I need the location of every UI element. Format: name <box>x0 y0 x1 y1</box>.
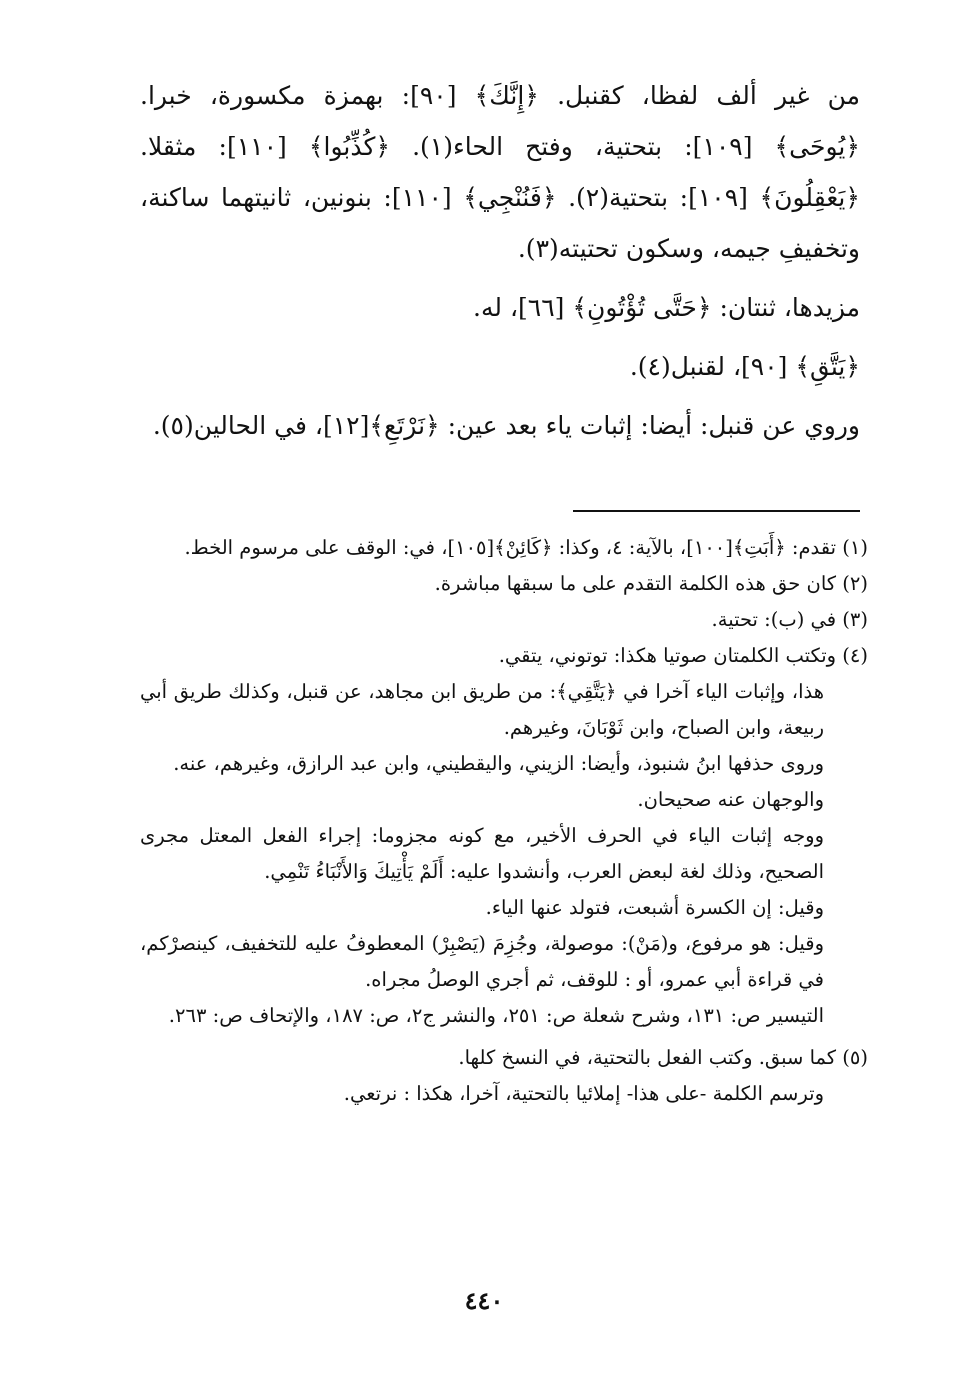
footnote-5-continuation: وترسم الكلمة -على هذا- إملائيا بالتحتية، آخرا، هكذا : نرتعي. <box>343 1082 824 1105</box>
footnotes <box>140 530 868 1112</box>
footnote-4: (٤) وتكتب الكلمتان صوتيا هكذا: توتوني، يتقي. <box>498 644 868 667</box>
footnote-3: (٣) في (ب): تحتية. <box>711 608 868 631</box>
main-paragraph: وروي عن قنبل: أيضا: إثبات ياء بعد عين: ﴿نَرْتَعِ﴾[١٢]، في الحالين(٥). <box>152 411 860 440</box>
page-number: ٤٤٠ <box>464 1286 504 1315</box>
footnote-4-continuation: وقيل: هو مرفوع، و(مَنْ): موصولة، وجُزِمَ (يَصْبِرْ) المعطوفُ عليه للتخفيف، كينصرْكم، في قراءة أبي عمرو، أو : للوقف، ثم أجري الوصلُ مجراه. <box>140 932 824 991</box>
footnote-1: (١) تقدم: ﴿أَبَتِ﴾[١٠٠]، بالآية: ٤، وكذا: ﴿كَائِنْ﴾[١٠٥]، في: الوقف على مرسوم الخط. <box>184 536 868 559</box>
main-paragraph: مزيدها، ثنتان: ﴿حَتَّى تُؤْتُونِ﴾ [٦٦]، له. <box>473 293 860 322</box>
footnote-4-references: التيسير ص: ١٣١، وشرح شعلة ص: ٢٥١، والنشر ج٢، ص: ١٨٧، والإتحاف ص: ٢٦٣. <box>168 1004 824 1027</box>
main-text <box>140 70 860 459</box>
main-paragraph: من غير ألف لفظا، كقنبل. ﴿إِنَّكَ﴾ [٩٠]: بهمزة مكسورة، خبرا. ﴿يُوحَى﴾ [١٠٩]: بتحتية، وفتح الحاء(١). ﴿كُذِّبُوا﴾ [١١٠]: مثقلا. ﴿يَعْقِلُونَ﴾ [١٠٩]: بتحتية(٢). ﴿فَنُنْجِي﴾ [١١٠]: بنونين، ثانيتهما ساكنة، وتخفيفِ جيمه، وسكون تحتيته(٣). <box>140 81 861 263</box>
main-paragraph: ﴿يَتَّقِ﴾ [٩٠]، لقنبل(٤). <box>629 352 860 381</box>
footnote-4-continuation: والوجهان عنه صحيحان. <box>637 788 824 811</box>
footnote-5: (٥) كما سبق. وكتب الفعل بالتحتية، في النسخ كلها. <box>458 1046 868 1069</box>
footnote-4-continuation: وروى حذفها ابنُ شنبوذ، وأيضا: الزيني، واليقطيني، وابن عبد الرازق، وغيرهم، عنه. <box>173 752 824 775</box>
footnote-4-continuation: وقيل: إن الكسرة أشبعت، فتولد عنها الياء. <box>485 896 824 919</box>
footnote-separator <box>573 510 860 512</box>
footnote-4-continuation: ووجه إثبات الياء في الحرف الأخير، مع كونه مجزوما: إجراء الفعل المعتل مجرى الصحيح، وذلك لغة لبعض العرب، وأنشدوا عليه: أَلَمْ يَأْتِيكَ وَالأَنْبَاءُ تَنْمِي. <box>140 824 824 883</box>
footnote-2: (٢) كان حق هذه الكلمة التقدم على ما سبقها مباشرة. <box>434 572 868 595</box>
footnote-4-continuation: هذا، وإثبات الياء آخرا في ﴿يَتَّقِي﴾: من طريق ابن مجاهد، عن قنبل، وكذلك طريق أبي ربيعة، وابن الصباح، وابن ثَوْبَانَ، وغيرهم. <box>140 680 824 739</box>
